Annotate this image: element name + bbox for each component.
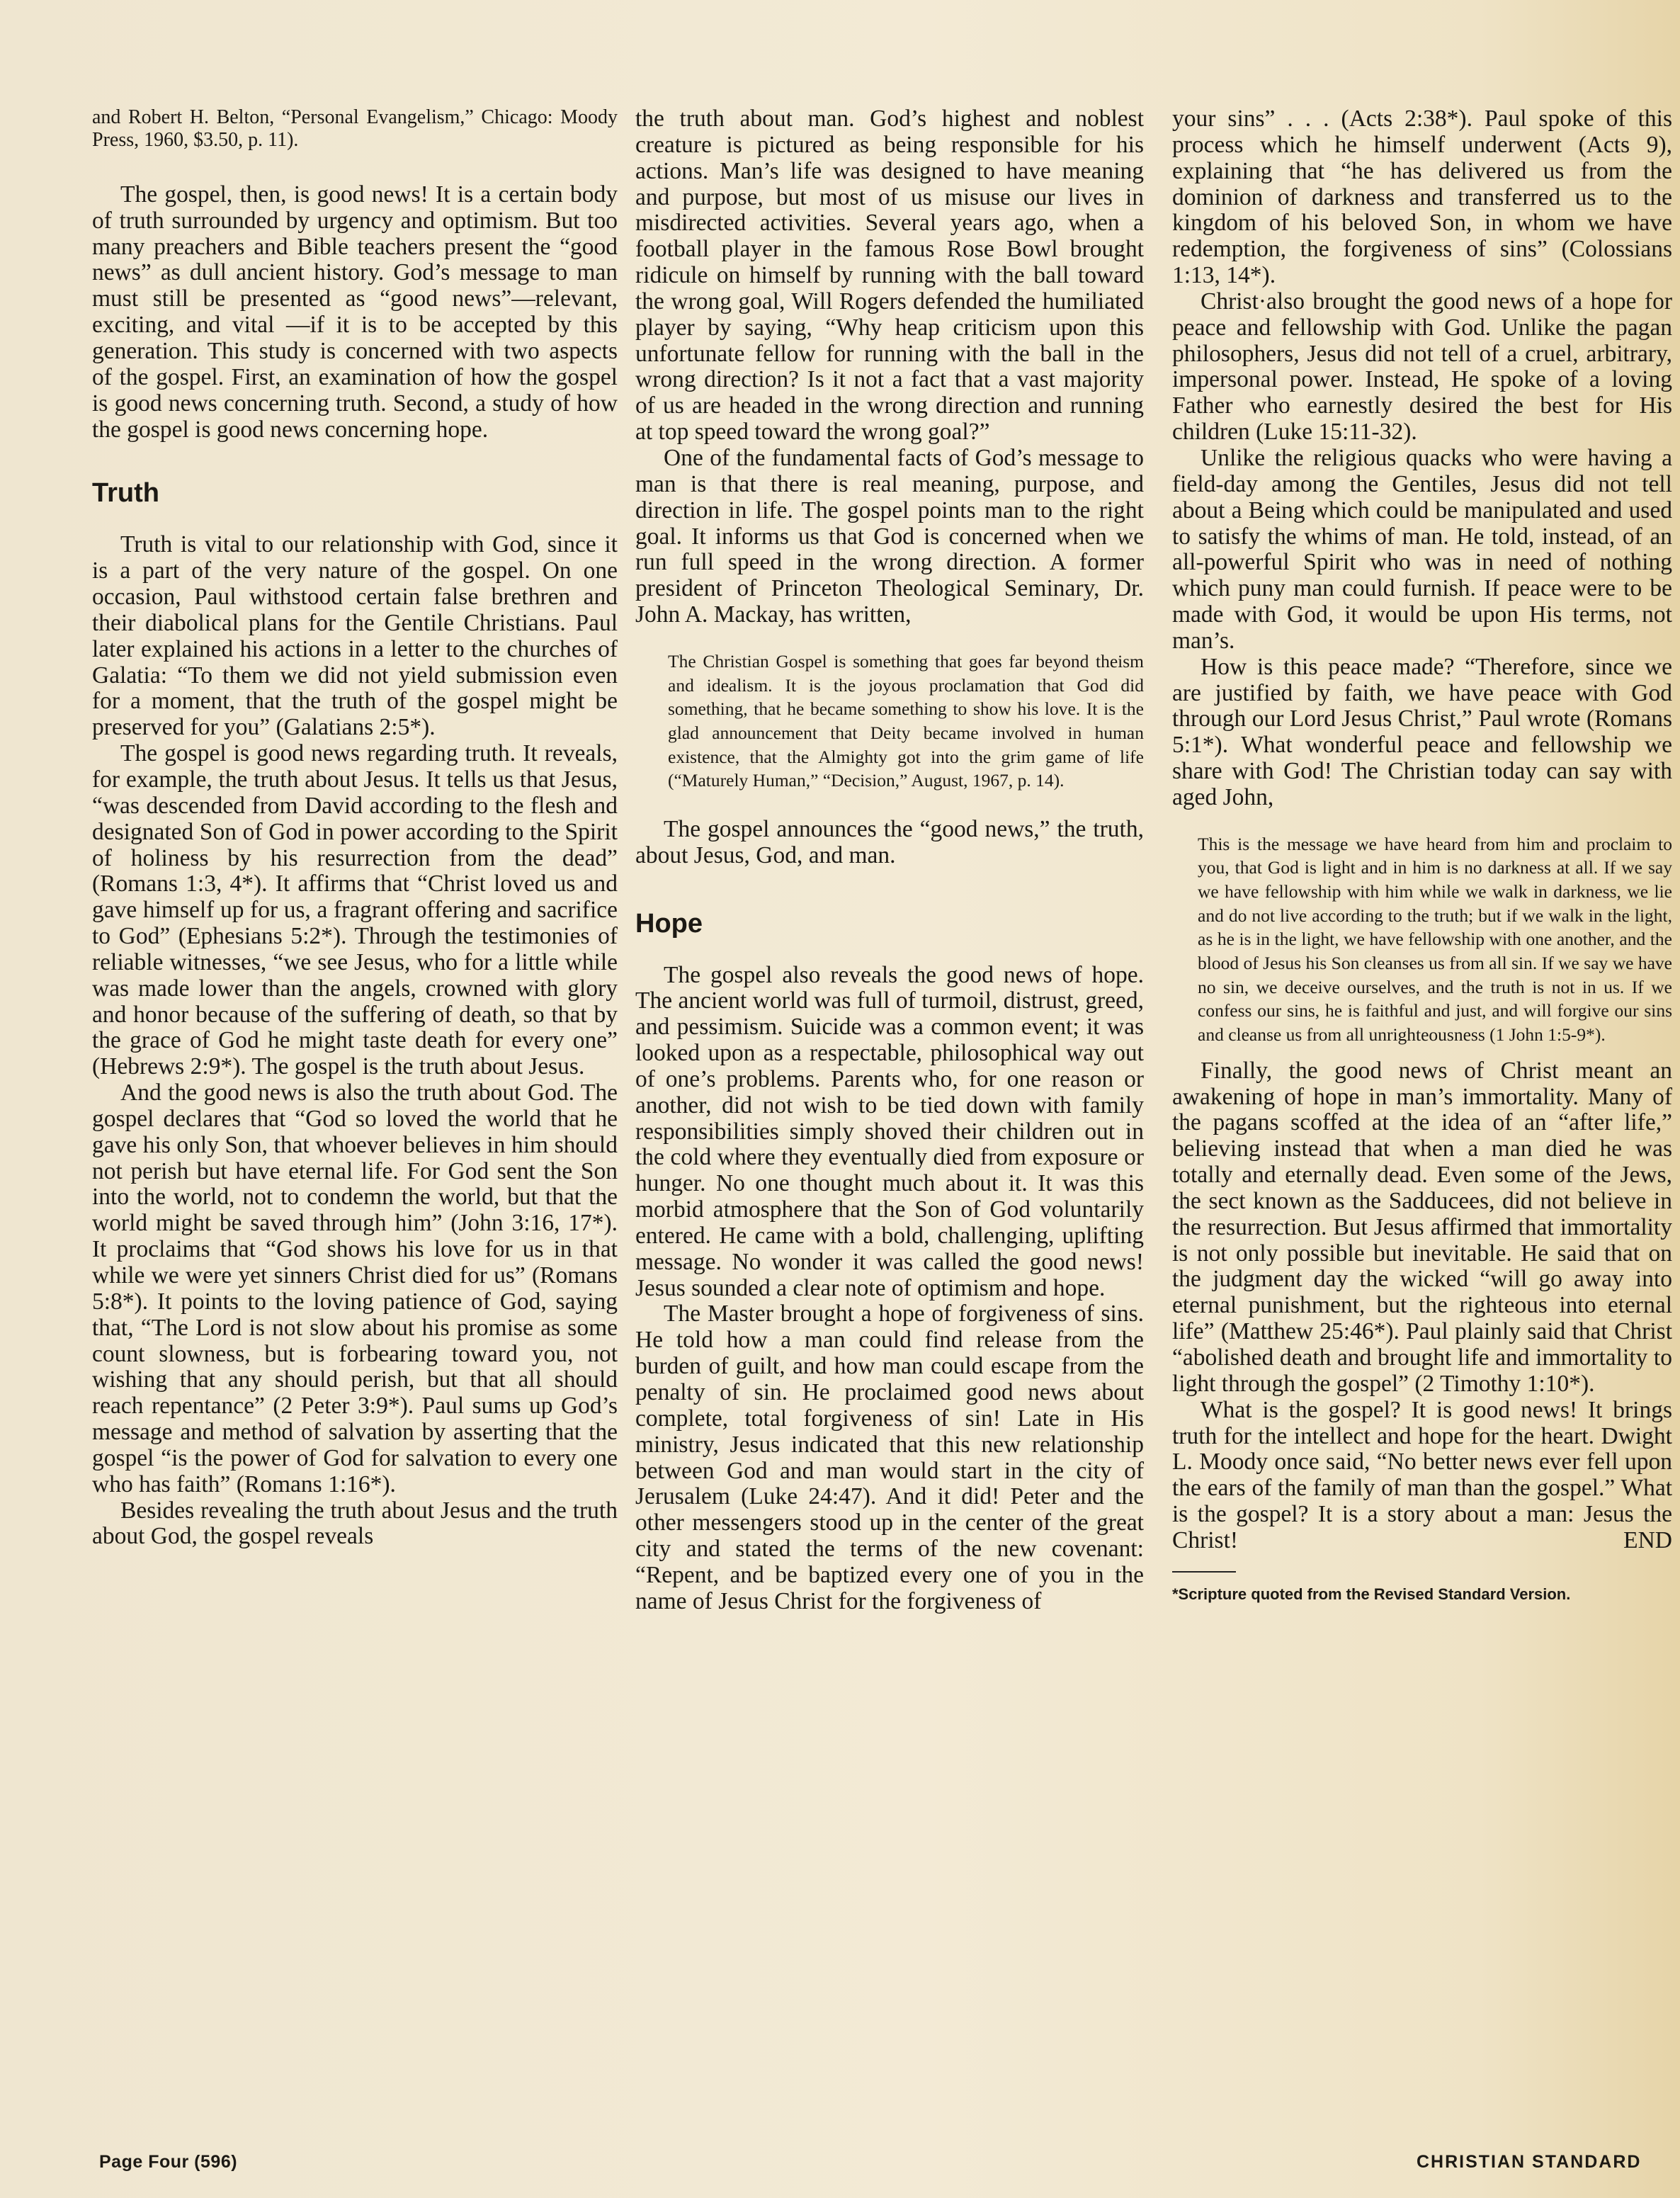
- intro-paragraph: The gospel, then, is good news! It is a certain body of truth surrounded by urgency and optimism. But too many preachers and Bible teachers present the “good news” as dull ancient history. God’s message to man must still be presented as “good news”—relevant, exciting, and vital —if it is to be accepted by this generation. This study is concerned with two aspects of the gospel. First, an examination of how the gospel is good news concerning truth. Second, a study of how the gospel is good news concerning hope.: [92, 181, 618, 443]
- heading-hope: Hope: [635, 908, 703, 939]
- truth-paragraph-2: The gospel is good news regarding truth. It reveals, for example, the truth about Jesus. It tells us that Jesus, “was descended from David according to the flesh and designated Son of God in power according to the Spirit of holiness by his resurrection from the dead” (Romans 1:3, 4*). It affirms that “Christ loved us and gave himself up for us, a fragrant offering and sacrifice to God” (Ephesians 5:2*). Through the testimonies of reliable witnesses, “we see Jesus, who for a little while was made lower than the angels, crowned with glory and honor because of the suffering of death, so that by the grace of God he might taste death for every one” (Hebrews 2:9*). The gospel is the truth about Jesus.: [92, 740, 618, 1080]
- truth-paragraph-4-start: Besides revealing the truth about Jesus and the truth about God, the gospel reveals: [92, 1497, 618, 1550]
- footnote: *Scripture quoted from the Revised Standard Version.: [1172, 1585, 1571, 1603]
- citation-continuation: and Robert H. Belton, “Personal Evangelism,” Chicago: Moody Press, 1960, $3.50, p. 11).: [92, 106, 618, 152]
- conclusion-paragraph: [1172, 1398, 1672, 1554]
- conclusion-text: What is the gospel? It is good news! It brings truth for the intellect and hope for the heart. Dwight L. Moody once said, “No better news ever fell upon the ears of the family of man than the gospel.” What is the gospel? It is a story about a man: Jesus the Christ!: [1172, 1396, 1672, 1553]
- footnote-divider: [1172, 1571, 1236, 1573]
- hope-paragraph-5: How is this peace made? “Therefore, since we are justified by faith, we have peace with God through our Lord Jesus Christ,” Paul wrote (Romans 5:1*). What wonderful peace and fellowship we share with God! The Christian today can say with aged John,: [1172, 653, 1672, 810]
- page-number-label: Page Four (596): [99, 2152, 238, 2172]
- truth-summary-paragraph: The gospel announces the “good news,” the truth, about Jesus, God, and man.: [635, 815, 1144, 868]
- block-quote-mackay-text: The Christian Gospel is something that goes far beyond theism and idealism. It is the joyous proclamation that God did something, that he became something to show his love. It is the glad announcement that Deity became involved in human existence, that the Almighty got into the grim game of life (“Maturely Human,” “Decision,” August, 1967, p. 14).: [668, 650, 1144, 791]
- hope-paragraph-4: Unlike the religious quacks who were having a field-day among the Gentiles, Jesus did not tell about a Being which could be manipulated and used to satisfy the whims of man. He told, instead, of an all-powerful Spirit who was in need of nothing which puny man could furnish. If peace were to be made with God, it would be upon His terms, not man’s.: [1172, 444, 1672, 654]
- column-3: [1172, 106, 1672, 1604]
- end-mark: END: [1623, 1526, 1672, 1553]
- truth-paragraph-1: Truth is vital to our relationship with God, since it is a part of the very nature of the gospel. On one occasion, Paul withstood certain false brethren and their diabolical plans for the Gentile Christians. Paul later explained his actions in a letter to the churches of Galatia: “To them we did not yield submission even for a moment, that the truth of the gospel might be preserved for you” (Galatians 2:5*).: [92, 531, 618, 741]
- hope-paragraph-1: The gospel also reveals the good news of hope. The ancient world was full of turmoil, distrust, greed, and pessimism. Suicide was a common event; it was looked upon as a respectable, philosophical way out of one’s problems. Parents who, for one reason or another, did not wish to be tied down with family responsibilities simply shoved their children out in the cold where they eventually died from exposure or hunger. No one thought much about it. It was this morbid atmosphere that the Son of God voluntarily entered. He came with a bold, challenging, uplifting message. No wonder it was called the good news! Jesus sounded a clear note of optimism and hope.: [635, 961, 1144, 1301]
- truth-paragraph-4-continued: the truth about man. God’s highest and noblest creature is pictured as being responsible for his actions. Man’s life was designed to have meaning and purpose, but most of us misuse our lives in misdirected activities. Several years ago, when a football player in the famous Rose Bowl brought ridicule on himself by running with the ball toward the wrong goal, Will Rogers defended the humiliated player by saying, “Why heap criticism upon this unfortunate fellow for running with the ball in the wrong direction? Is it not a fact that a vast majority of us are headed in the wrong direction and running at top speed toward the wrong goal?”: [635, 106, 1144, 446]
- column-2: [635, 106, 1144, 1615]
- hope-paragraph-3: Christ·also brought the good news of a hope for peace and fellowship with God. Unlike the pagan philosophers, Jesus did not tell of a cruel, arbitrary, impersonal power. Instead, He spoke of a loving Father who earnestly desired the best for His children (Luke 15:11-32).: [1172, 288, 1672, 446]
- truth-paragraph-3: And the good news is also the truth about God. The gospel declares that “God so loved the world that he gave his only Son, that whoever believes in him should not perish but have eternal life. For God sent the Son into the world, not to condemn the world, but that the world might be saved through him” (John 3:16, 17*). It proclaims that “God shows his love for us in that while we were yet sinners Christ died for us” (Romans 5:8*). It points to the loving patience of God, saying that, “The Lord is not slow about his promise as some count slowness, but is forbearing toward you, not wishing that any should perish, but that all should reach repentance” (2 Peter 3:9*). Paul sums up God’s message and method of salvation by asserting that the gospel “is the power of God for salvation to every one who has faith” (Romans 1:16*).: [92, 1080, 618, 1497]
- heading-truth: Truth: [92, 478, 159, 509]
- column-1: [92, 106, 618, 1550]
- truth-paragraph-5: One of the fundamental facts of God’s message to man is that there is real meaning, purpose, and direction in life. The gospel points man to the right goal. It informs us that God is concerned when we run full speed in the wrong direction. A former president of Princeton Theological Seminary, Dr. John A. Mackay, has written,: [635, 444, 1144, 628]
- publication-name: CHRISTIAN STANDARD: [1417, 2152, 1642, 2172]
- block-quote-mackay: [635, 650, 1144, 793]
- block-quote-john-text: This is the message we have heard from him and proclaim to you, that God is light and in him is no darkness at all. If we say we have fellowship with him while we walk in darkness, we lie and do not live according to the truth; but if we walk in the light, as he is in the light, we have fellowship with one another, and the blood of Jesus his Son cleanses us from all sin. If we say we have no sin, we deceive ourselves, and the truth is not in us. If we confess our sins, he is faithful and just, and will forgive our sins and cleanse us from all unrighteousness (1 John 1:5-9*).: [1198, 833, 1672, 1046]
- block-quote-john: [1172, 832, 1672, 1047]
- hope-paragraph-6: Finally, the good news of Christ meant an awakening of hope in man’s immortality. Many of the pagans scoffed at the idea of an “after life,” believing instead that when a man died he was totally and eternally dead. Even some of the Jews, the sect known as the Sadducees, did not believe in the resurrection. But Jesus affirmed that immortality is not only possible but inevitable. He said that on the judgment day the wicked “will go away into eternal punishment, but the righteous into eternal life” (Matthew 25:46*). Paul plainly said that Christ “abolished death and brought life and immortality to light through the gospel” (2 Timothy 1:10*).: [1172, 1057, 1672, 1397]
- hope-paragraph-2-start: The Master brought a hope of forgiveness of sins. He told how a man could find release from the burden of guilt, and how man could escape from the penalty of sin. He proclaimed good news about complete, total forgiveness of sin! Late in His ministry, Jesus indicated that this new relationship between God and man would start in the city of Jerusalem (Luke 24:47). And it did! Peter and the other messengers stood up in the center of the great city and stated the terms of the new covenant: “Repent, and be baptized every one of you in the name of Jesus Christ for the forgiveness of: [635, 1301, 1144, 1614]
- hope-paragraph-2-continued: your sins” . . . (Acts 2:38*). Paul spoke of this process which he himself underwent (Acts 9), explaining that “he has delivered us from the dominion of darkness and transferred us to the kingdom of his beloved Son, in whom we have redemption, the forgiveness of sins” (Colossians 1:13, 14*).: [1172, 106, 1672, 289]
